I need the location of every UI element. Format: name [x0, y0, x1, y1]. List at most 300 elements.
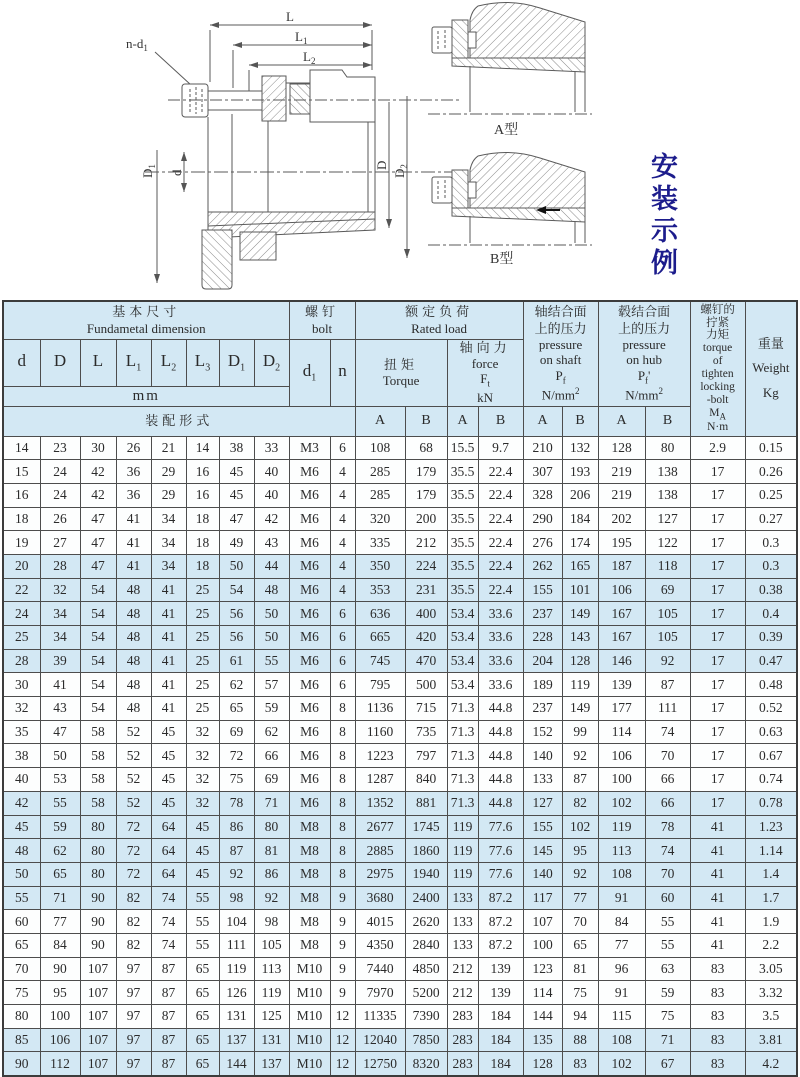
table-cell: 9 — [330, 886, 355, 910]
table-cell: 17 — [690, 554, 745, 578]
table-cell: 106 — [598, 578, 645, 602]
table-cell: 41 — [151, 626, 186, 650]
table-cell: 106 — [40, 1028, 80, 1052]
table-cell: 470 — [405, 649, 447, 673]
header-torque: 扭矩 Torque — [355, 339, 447, 406]
table-cell: 145 — [523, 839, 562, 863]
table-cell: 206 — [562, 483, 598, 507]
table-cell: 118 — [645, 554, 690, 578]
table-cell: 96 — [598, 957, 645, 981]
table-cell: 155 — [523, 815, 562, 839]
table-cell: 107 — [523, 910, 562, 934]
header-pressure-on-hub: 毂结合面 上的压力 pressure on hub $P_f'$ $N/mm^2$ — [598, 301, 690, 406]
table-cell: 55 — [186, 933, 219, 957]
ab-header-torque-b: B — [405, 406, 447, 436]
table-cell: 33.6 — [478, 602, 523, 626]
table-cell: 25 — [186, 673, 219, 697]
table-cell: 138 — [645, 460, 690, 484]
table-cell: 20 — [3, 554, 40, 578]
table-cell: 4 — [330, 507, 355, 531]
table-cell: 41 — [151, 673, 186, 697]
table-cell: M8 — [289, 886, 330, 910]
table-cell: 12750 — [355, 1052, 405, 1076]
table-cell: 64 — [151, 815, 186, 839]
table-row — [3, 578, 797, 602]
table-cell: 155 — [523, 578, 562, 602]
install-view-b — [428, 152, 592, 245]
col-header-L: L — [80, 339, 116, 386]
table-row — [3, 768, 797, 792]
header-pressure-on-shaft: 轴结合面 上的压力 pressure on shaft $P_f$ $N/mm^2$ — [523, 301, 598, 406]
table-cell: 119 — [254, 981, 289, 1005]
table-cell: 119 — [598, 815, 645, 839]
table-cell: 83 — [562, 1052, 598, 1076]
table-cell: 139 — [478, 957, 523, 981]
table-row — [3, 554, 797, 578]
table-cell: 9 — [330, 981, 355, 1005]
table-cell: 0.38 — [745, 578, 797, 602]
table-cell: 35.5 — [447, 578, 478, 602]
table-cell: 90 — [80, 910, 116, 934]
table-cell: 100 — [523, 933, 562, 957]
table-cell: 77 — [562, 886, 598, 910]
table-cell: 38 — [219, 436, 254, 460]
table-cell: 55 — [186, 886, 219, 910]
table-cell: 69 — [645, 578, 690, 602]
col-header-D2: $D_2$ — [254, 339, 289, 386]
dim-L-label: L — [286, 9, 294, 24]
table-cell: 105 — [645, 602, 690, 626]
table-row — [3, 649, 797, 673]
table-cell: 92 — [562, 744, 598, 768]
table-cell: 55 — [254, 649, 289, 673]
header-rated-load: 额定负荷 Rated load — [355, 301, 523, 339]
table-cell: M8 — [289, 862, 330, 886]
table-cell: 283 — [447, 1052, 478, 1076]
table-row — [3, 744, 797, 768]
table-cell: 115 — [598, 1005, 645, 1029]
table-cell: 58 — [80, 720, 116, 744]
table-cell: 128 — [523, 1052, 562, 1076]
table-cell: 47 — [80, 554, 116, 578]
table-cell: 27 — [40, 531, 80, 555]
table-cell: 0.27 — [745, 507, 797, 531]
table-cell: 135 — [523, 1028, 562, 1052]
table-cell: 53.4 — [447, 673, 478, 697]
table-cell: 92 — [219, 862, 254, 886]
col-header-d: d — [3, 339, 40, 386]
table-cell: 500 — [405, 673, 447, 697]
table-cell: 59 — [645, 981, 690, 1005]
table-cell: 9 — [330, 910, 355, 934]
table-cell: 81 — [254, 839, 289, 863]
table-cell: 3680 — [355, 886, 405, 910]
table-cell: 137 — [219, 1028, 254, 1052]
table-row — [3, 507, 797, 531]
table-cell: 149 — [562, 602, 598, 626]
table-cell: 177 — [598, 697, 645, 721]
table-cell: 65 — [219, 697, 254, 721]
table-cell: 29 — [151, 460, 186, 484]
table-cell: 68 — [405, 436, 447, 460]
taper-section-b — [452, 208, 585, 222]
table-cell: 174 — [562, 531, 598, 555]
header-weight: 重量 Weight Kg — [745, 301, 797, 436]
table-cell: 139 — [598, 673, 645, 697]
table-cell: 60 — [645, 886, 690, 910]
taper-section-a — [452, 58, 585, 72]
table-cell: 25 — [186, 626, 219, 650]
table-cell: 59 — [40, 815, 80, 839]
spec-table — [2, 300, 798, 1077]
table-row — [3, 1028, 797, 1052]
flange-foot-section — [240, 232, 276, 260]
table-cell: 30 — [3, 673, 40, 697]
table-cell: 127 — [523, 791, 562, 815]
table-cell: 52 — [116, 791, 151, 815]
table-cell: 41 — [151, 578, 186, 602]
table-cell: 52 — [116, 720, 151, 744]
table-cell: 4 — [330, 578, 355, 602]
table-row — [3, 862, 797, 886]
table-cell: 0.25 — [745, 483, 797, 507]
table-cell: 58 — [80, 744, 116, 768]
table-cell: 65 — [40, 862, 80, 886]
table-cell: 111 — [645, 697, 690, 721]
table-cell: 1940 — [405, 862, 447, 886]
table-cell: 8 — [330, 815, 355, 839]
table-cell: 41 — [690, 933, 745, 957]
table-cell: 81 — [562, 957, 598, 981]
table-cell: 4.2 — [745, 1052, 797, 1076]
table-cell: 72 — [116, 862, 151, 886]
table-cell: 53.4 — [447, 626, 478, 650]
table-cell: 262 — [523, 554, 562, 578]
table-cell: 4 — [330, 483, 355, 507]
table-cell: 86 — [254, 862, 289, 886]
table-cell: 41 — [690, 862, 745, 886]
table-cell: 33 — [254, 436, 289, 460]
table-cell: 25 — [186, 578, 219, 602]
table-cell: M10 — [289, 1052, 330, 1076]
ab-header-phub-b: B — [645, 406, 690, 436]
table-cell: 71 — [254, 791, 289, 815]
table-cell: 18 — [186, 507, 219, 531]
table-cell: 17 — [690, 460, 745, 484]
table-cell: 66 — [645, 768, 690, 792]
table-cell: 83 — [690, 1052, 745, 1076]
table-cell: 420 — [405, 626, 447, 650]
table-cell: 131 — [219, 1005, 254, 1029]
table-cell: 34 — [151, 554, 186, 578]
table-row — [3, 1052, 797, 1076]
table-cell: 219 — [598, 483, 645, 507]
table-cell: 8 — [330, 862, 355, 886]
table-cell: 16 — [186, 460, 219, 484]
table-cell: 1.14 — [745, 839, 797, 863]
table-cell: 167 — [598, 626, 645, 650]
table-cell: 44 — [254, 554, 289, 578]
table-cell: 72 — [116, 815, 151, 839]
dim-L2-label: $L_2$ — [303, 49, 316, 66]
dim-D2-label: $D_2$ — [392, 164, 409, 178]
table-cell: 17 — [690, 697, 745, 721]
table-cell: 132 — [562, 436, 598, 460]
table-cell: 25 — [3, 626, 40, 650]
table-cell: 9 — [330, 957, 355, 981]
table-cell: 140 — [523, 862, 562, 886]
table-cell: 87 — [151, 1028, 186, 1052]
table-cell: 50 — [219, 554, 254, 578]
table-cell: 32 — [40, 578, 80, 602]
table-cell: 15.5 — [447, 436, 478, 460]
table-cell: M6 — [289, 649, 330, 673]
col-header-L2: $L_2$ — [151, 339, 186, 386]
table-cell: 44.8 — [478, 720, 523, 744]
header-assembly-type: 装配形式 — [3, 406, 355, 436]
table-cell: 112 — [40, 1052, 80, 1076]
table-cell: 105 — [645, 626, 690, 650]
ab-header-force-a: A — [447, 406, 478, 436]
table-cell: 92 — [254, 886, 289, 910]
table-cell: 55 — [3, 886, 40, 910]
table-cell: 195 — [598, 531, 645, 555]
bolt-head-b — [432, 177, 452, 203]
table-cell: 167 — [598, 602, 645, 626]
table-cell: 42 — [80, 483, 116, 507]
table-cell: 8 — [330, 839, 355, 863]
table-cell: 90 — [80, 886, 116, 910]
table-cell: 87 — [151, 1005, 186, 1029]
table-cell: 117 — [523, 886, 562, 910]
table-cell: 283 — [447, 1005, 478, 1029]
table-cell: 8 — [330, 791, 355, 815]
table-cell: 80 — [80, 839, 116, 863]
dim-d-label: d — [169, 169, 184, 176]
table-cell: 6 — [330, 436, 355, 460]
table-cell: 212 — [405, 531, 447, 555]
table-cell: 17 — [690, 602, 745, 626]
table-cell: M10 — [289, 957, 330, 981]
dim-L1-label: $L_1$ — [295, 29, 308, 46]
table-cell: 152 — [523, 720, 562, 744]
table-cell: 98 — [254, 910, 289, 934]
table-cell: 107 — [80, 957, 116, 981]
table-cell: 210 — [523, 436, 562, 460]
table-cell: 41 — [40, 673, 80, 697]
table-cell: 119 — [562, 673, 598, 697]
table-cell: 22.4 — [478, 483, 523, 507]
table-cell: 795 — [355, 673, 405, 697]
table-cell: 1287 — [355, 768, 405, 792]
table-cell: 77 — [598, 933, 645, 957]
table-cell: 58 — [80, 791, 116, 815]
table-cell: 62 — [40, 839, 80, 863]
table-cell: 8 — [330, 697, 355, 721]
table-cell: 34 — [40, 626, 80, 650]
table-cell: 82 — [116, 933, 151, 957]
table-cell: 41 — [690, 886, 745, 910]
table-cell: 80 — [645, 436, 690, 460]
table-cell: 86 — [219, 815, 254, 839]
hub-section-b — [470, 152, 585, 208]
table-cell: 4 — [330, 531, 355, 555]
table-cell: 47 — [80, 507, 116, 531]
table-row — [3, 839, 797, 863]
table-cell: 65 — [186, 981, 219, 1005]
table-cell: 4850 — [405, 957, 447, 981]
table-cell: 2677 — [355, 815, 405, 839]
table-cell: 745 — [355, 649, 405, 673]
table-cell: 75 — [645, 1005, 690, 1029]
table-cell: 144 — [523, 1005, 562, 1029]
table-cell: 45 — [186, 862, 219, 886]
table-cell: 2400 — [405, 886, 447, 910]
table-cell: M8 — [289, 933, 330, 957]
table-cell: 53 — [40, 768, 80, 792]
table-cell: 97 — [116, 981, 151, 1005]
table-cell: 87 — [219, 839, 254, 863]
table-cell: 127 — [645, 507, 690, 531]
table-cell: 0.67 — [745, 744, 797, 768]
header-mm-unit: mm — [3, 386, 289, 406]
table-cell: 3.32 — [745, 981, 797, 1005]
table-cell: 92 — [645, 649, 690, 673]
table-cell: 54 — [80, 578, 116, 602]
table-cell: 41 — [151, 697, 186, 721]
table-cell: 43 — [40, 697, 80, 721]
table-cell: 0.39 — [745, 626, 797, 650]
table-cell: 2.2 — [745, 933, 797, 957]
table-cell: 7440 — [355, 957, 405, 981]
table-cell: 40 — [254, 483, 289, 507]
table-cell: 44.8 — [478, 697, 523, 721]
table-cell: 45 — [151, 768, 186, 792]
table-cell: 140 — [523, 744, 562, 768]
table-cell: 41 — [116, 531, 151, 555]
table-row — [3, 460, 797, 484]
table-cell: 71 — [40, 886, 80, 910]
table-cell: 40 — [3, 768, 40, 792]
table-cell: 636 — [355, 602, 405, 626]
table-cell: 146 — [598, 649, 645, 673]
table-cell: 1.4 — [745, 862, 797, 886]
table-cell: 6 — [330, 673, 355, 697]
table-cell: 28 — [40, 554, 80, 578]
table-cell: 75 — [562, 981, 598, 1005]
table-cell: 328 — [523, 483, 562, 507]
table-cell: M10 — [289, 1028, 330, 1052]
table-cell: 87.2 — [478, 910, 523, 934]
table-row — [3, 1005, 797, 1029]
table-cell: 320 — [355, 507, 405, 531]
table-cell: 187 — [598, 554, 645, 578]
table-cell: M6 — [289, 744, 330, 768]
table-cell: 47 — [40, 720, 80, 744]
table-cell: 184 — [478, 1028, 523, 1052]
table-cell: 58 — [80, 768, 116, 792]
table-cell: 82 — [116, 910, 151, 934]
table-cell: 33.6 — [478, 626, 523, 650]
table-cell: 41 — [116, 554, 151, 578]
table-cell: M8 — [289, 815, 330, 839]
table-row — [3, 957, 797, 981]
table-cell: 16 — [3, 483, 40, 507]
table-cell: 2840 — [405, 933, 447, 957]
table-cell: 0.26 — [745, 460, 797, 484]
table-cell: 307 — [523, 460, 562, 484]
ab-header-phub-a: A — [598, 406, 645, 436]
table-cell: 17 — [690, 720, 745, 744]
table-cell: 84 — [40, 933, 80, 957]
table-cell: 53.4 — [447, 649, 478, 673]
table-cell: 113 — [598, 839, 645, 863]
table-cell: M6 — [289, 507, 330, 531]
table-cell: 56 — [219, 626, 254, 650]
table-cell: 74 — [645, 720, 690, 744]
table-cell: M6 — [289, 768, 330, 792]
table-cell: 400 — [405, 602, 447, 626]
table-cell: M6 — [289, 554, 330, 578]
table-cell: 39 — [40, 649, 80, 673]
table-cell: 101 — [562, 578, 598, 602]
table-cell: 48 — [116, 578, 151, 602]
table-cell: 35.5 — [447, 554, 478, 578]
table-cell: 25 — [186, 602, 219, 626]
table-cell: 74 — [151, 910, 186, 934]
flange-section — [202, 230, 232, 289]
table-cell: 138 — [645, 483, 690, 507]
table-cell: 59 — [254, 697, 289, 721]
header-row-groups — [3, 301, 797, 339]
table-cell: 2975 — [355, 862, 405, 886]
table-cell: 91 — [598, 886, 645, 910]
table-cell: 102 — [562, 815, 598, 839]
table-cell: 353 — [355, 578, 405, 602]
table-cell: 87 — [562, 768, 598, 792]
table-cell: 6 — [330, 649, 355, 673]
table-cell: M6 — [289, 673, 330, 697]
table-cell: 52 — [116, 768, 151, 792]
table-cell: 70 — [645, 862, 690, 886]
table-cell: 108 — [598, 1028, 645, 1052]
table-row — [3, 720, 797, 744]
table-cell: 104 — [219, 910, 254, 934]
table-cell: 97 — [116, 1005, 151, 1029]
table-cell: 193 — [562, 460, 598, 484]
dim-nd1-label: $n-d_1$ — [126, 36, 148, 53]
table-cell: 87 — [645, 673, 690, 697]
table-cell: 119 — [447, 839, 478, 863]
table-cell: 35.5 — [447, 531, 478, 555]
table-cell: 0.74 — [745, 768, 797, 792]
table-cell: 50 — [40, 744, 80, 768]
table-cell: 35.5 — [447, 460, 478, 484]
table-cell: 29 — [151, 483, 186, 507]
table-cell: 48 — [116, 626, 151, 650]
table-cell: 133 — [447, 933, 478, 957]
table-cell: 54 — [80, 602, 116, 626]
table-cell: 71.3 — [447, 768, 478, 792]
table-cell: 12 — [330, 1052, 355, 1076]
table-cell: 114 — [598, 720, 645, 744]
table-row — [3, 483, 797, 507]
table-cell: 139 — [478, 981, 523, 1005]
table-cell: 16 — [186, 483, 219, 507]
table-cell: 114 — [523, 981, 562, 1005]
table-cell: 48 — [254, 578, 289, 602]
table-cell: 35.5 — [447, 483, 478, 507]
